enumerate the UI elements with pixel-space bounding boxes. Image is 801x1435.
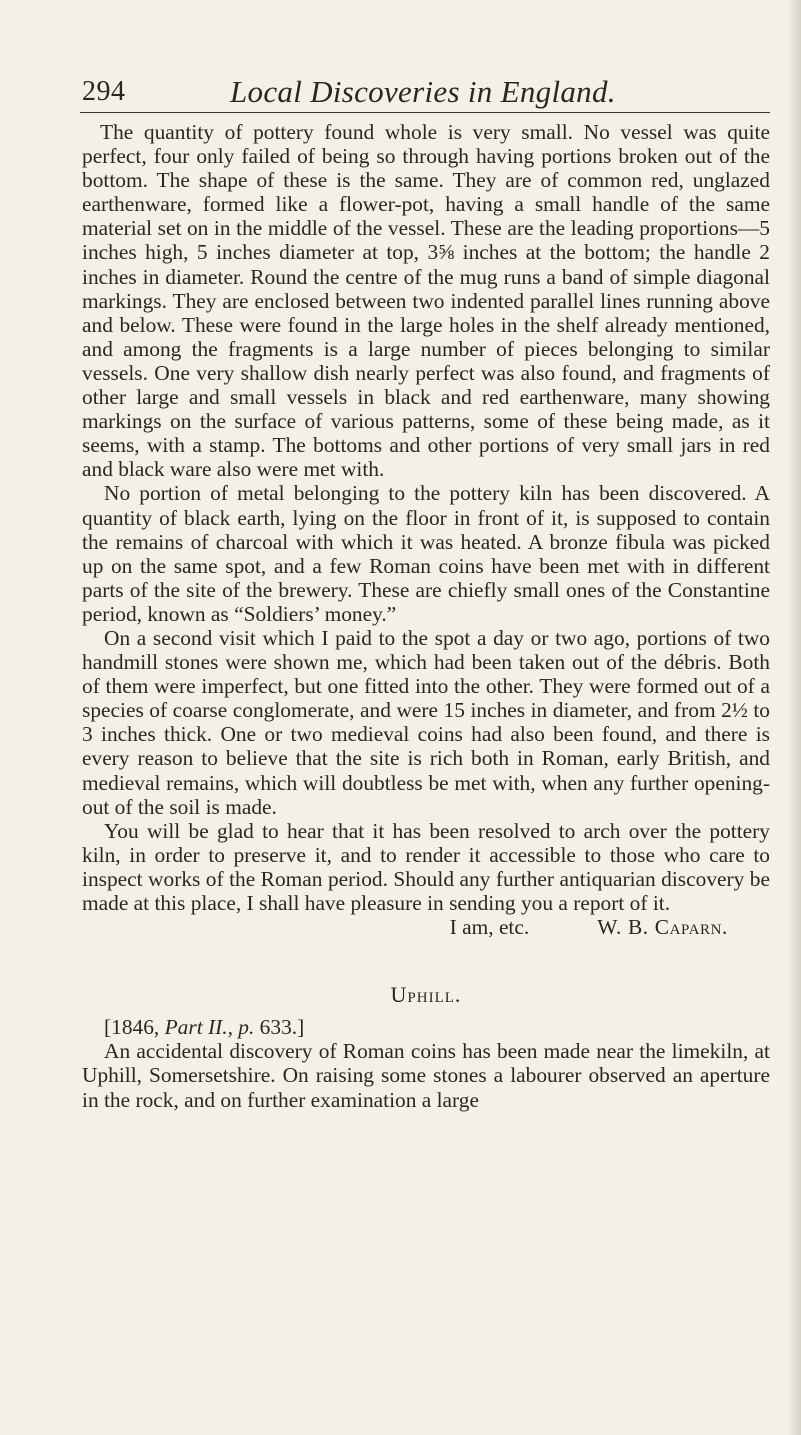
paragraph-metal-coins: No portion of metal belonging to the pottery kiln has been discovered. A quantity of black earth, lying on the floor in front of it, is supposed to contain the remains of charcoal with which it was heated. A bronze fibula was picked up on the same spot, and a few Roman coins have been met with in different parts of the site of the brewery. These are chiefly small ones of the Constantine period, known as “Soldiers’ money.” bbox=[82, 481, 770, 626]
paragraph-preservation: You will be glad to hear that it has been resolved to arch over the pottery kiln, in order to preserve it, and to render it accessible to those who care to inspect works of the Roman period. Should any further antiquarian discovery be made at this place, I shall have pleasure in sending you a report of it. bbox=[82, 818, 770, 915]
citation-part: Part II., p. bbox=[164, 1015, 255, 1040]
letter-signoff bbox=[82, 915, 770, 939]
closing-text: I am, etc. bbox=[449, 915, 530, 940]
paragraph-uphill: An accidental discovery of Roman coins has been made near the limekiln, at Uphill, Somersetshire. On raising some stones a labourer observed an aperture in the rock, and on further examination a large bbox=[82, 1039, 770, 1112]
running-title: Local Discoveries in England. bbox=[230, 74, 616, 109]
citation-prefix: [1846, bbox=[104, 1015, 165, 1040]
body-text bbox=[82, 120, 770, 1112]
section-citation bbox=[82, 1015, 770, 1039]
citation-suffix: 633.] bbox=[254, 1015, 305, 1040]
paragraph-pottery: The quantity of pottery found whole is very small. No vessel was quite perfect, four only failed of being so through having portions broken out of the bottom. The shape of these is the same. They are of common red, unglazed earthenware, formed like a flower-pot, having a small handle of the same material set on in the middle of the vessel. These are the leading proportions—5 inches high, 5 inches diameter at top, 3⅝ inches at the bottom; the handle 2 inches in diameter. Round the centre of the mug runs a band of simple diagonal markings. They are enclosed between two indented parallel lines running above and below. These were found in the large holes in the shelf already mentioned, and among the fragments is a large number of pieces belonging to similar vessels. One very shallow dish nearly perfect was also found, and fragments of other large and small vessels in black and red earthenware, many showing markings on the surface of various patterns, some of these being made, as it seems, with a stamp. The bottoms and other portions of very small jars in red and black ware also were met with. bbox=[82, 120, 770, 482]
page-edge-shadow bbox=[787, 0, 801, 1435]
section-heading: Uphill. bbox=[390, 982, 462, 1008]
page-header bbox=[80, 72, 770, 113]
paragraph-handmill-stones: On a second visit which I paid to the spot a day or two ago, portions of two handmill stones were shown me, which had been taken out of the débris. Both of them were imperfect, but one fitted into the other. They were formed out of a species of coarse conglomerate, and were 15 inches in diameter, and from 2½ to 3 inches thick. One or two medieval coins had also been found, and there is every reason to believe that the site is rich both in Roman, early British, and medieval remains, which will doubtless be met with, when any further opening-out of the soil is made. bbox=[82, 625, 770, 819]
page-number: 294 bbox=[82, 76, 126, 107]
author-signature: W. B. Caparn. bbox=[597, 915, 728, 940]
